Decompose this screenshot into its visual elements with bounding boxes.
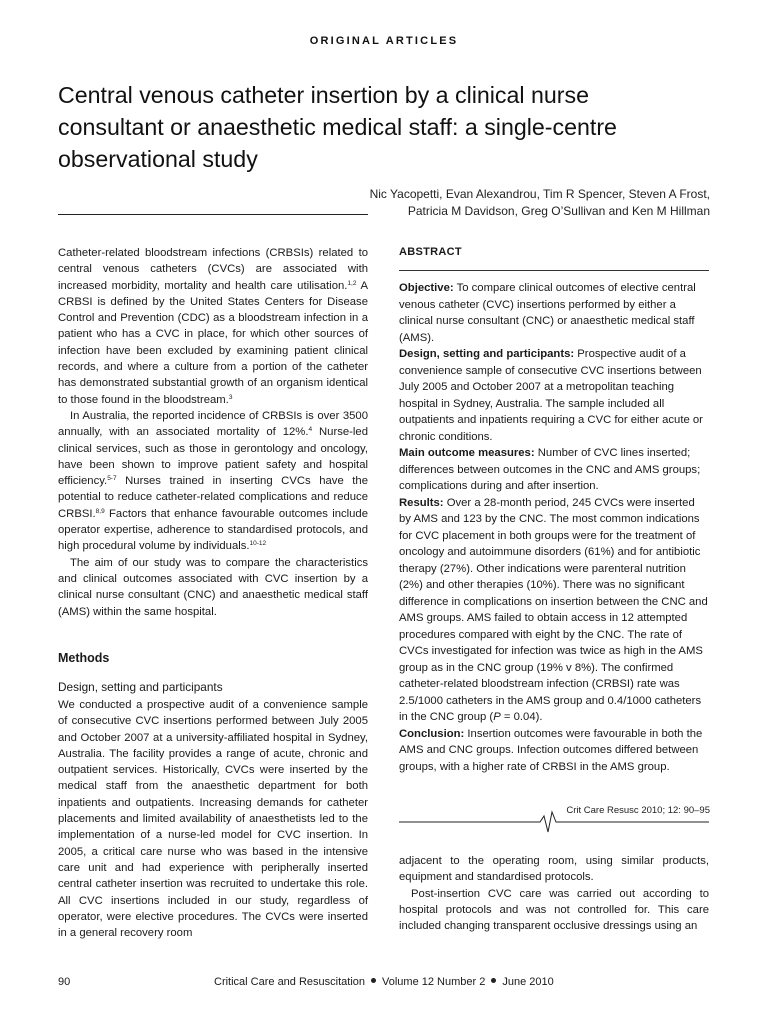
- abstract-divider: [399, 270, 709, 271]
- abstract-design: Design, setting and participants: Prospective audit of a convenience sample of consecutive CVC insertions between July 2005 and October 2007 at a metropolitan teaching hospital in Sydney, Australia. The sample included all outpatients and inpatients requiring a CVC for either acute or chronic conditions.: [399, 348, 703, 443]
- methods-text: [58, 697, 368, 941]
- footer-volume: Volume 12 Number 2: [382, 976, 486, 988]
- abstract-body: [399, 280, 709, 775]
- journal-footer: [214, 976, 554, 988]
- continuation-paragraph-2: Post-insertion CVC care was carried out according to hospital protocols and was not controlled for. This care included changing transparent occlusive dressings using an: [399, 887, 709, 933]
- abstract-results: Results: Over a 28-month period, 245 CVCs were inserted by AMS and 123 by the CNC. The most common indications for CVC placement in both groups were for the treatment of oncology and autoimmune disorders (61%) and for antibiotic therapy (27%). Other indications were parenteral nutrition (2%) and other therapies (10%). There was no significant difference in complications on insertion between the CNC and AMS groups. AMS failed to obtain access in 12 attempted procedures compared with eight by the CNC. The rate of CVCs investigated for infection was twice as high in the AMS group as in the CNC group (19% v 8%). The confirmed catheter-related bloodstream infection (CRBSI) rate was 2.5/1000 catheters in the AMS group and 0.4/1000 catheters in the CNC group (P = 0.04).: [399, 496, 708, 723]
- bullet-icon: [491, 978, 496, 983]
- methods-heading: Methods: [58, 651, 110, 665]
- intro-paragraph-3: The aim of our study was to compare the characteristics and clinical outcomes associated with CVC insertion by a clinical nurse consultant (CNC) and anaesthetic medical staff (AMS) within the same hospital.: [58, 556, 368, 618]
- abstract-objective: Objective: To compare clinical outcomes of elective central venous catheter (CVC) insertions performed by either a clinical nurse consultant (CNC) or anaesthetic medical staff (AMS).: [399, 282, 696, 344]
- abstract-conclusion: Conclusion: Insertion outcomes were favourable in both the AMS and CNC groups. Infection outcomes differed between groups, with a higher rate of CRBSI in the AMS group.: [399, 727, 703, 773]
- introduction: [58, 245, 368, 620]
- methods-paragraph: We conducted a prospective audit of a convenience sample of consecutive CVC insertions performed between July 2005 and October 2007 at a university-affiliated hospital in Sydney, Australia. The facility provides a range of acute, chronic and outpatient services. Historically, CVCs were inserted by the medical staff from the anaesthetic department for both inpatients and outpatients. Increasing demands for catheter placements and limited availability of anaesthetists led to the implementation of a nurse-led model for CVC insertion. In 2005, a critical care nurse who was based in the intensive care unit and had experience with peripherally inserted central catheter insertion was recruited to undertake this role. All CVC insertions included in our study, regardless of operator, were elective procedures. The CVCs were inserted in a general recovery room: [58, 699, 368, 940]
- methods-subheading: Design, setting and participants: [58, 680, 223, 694]
- footer-journal: Critical Care and Resuscitation: [214, 976, 366, 988]
- intro-paragraph-1: Catheter-related bloodstream infections (CRBSIs) related to central venous catheters (CVCs) are associated with increased morbidity, mortality and health care utilisation.$^{1,2}$ A CRBSI is defined by the United States Centers for Disease Control and Prevention (CDC) as a bloodstream infection in a patient who has a CVC in place, for which other sources of infection have been excluded by examining patient clinical records, and where a culture from a portion of the catheter has demonstrated substantial growth of an organism identical to those found in the bloodstream.$^3$: [58, 247, 368, 406]
- title-divider: [58, 214, 368, 215]
- abstract-box: [399, 246, 709, 775]
- journal-citation: Crit Care Resusc 2010; 12: 90–95: [566, 805, 710, 816]
- page-number: 90: [58, 976, 71, 988]
- author-list: [330, 186, 710, 219]
- methods-continuation: [399, 853, 709, 934]
- intro-paragraph-2: In Australia, the reported incidence of CRBSIs is over 3500 annually, with an associated mortality of 12%.$^4$ Nurse-led clinical services, such as those in gerontology and oncology, have been shown to improve patient safety and hospital efficiency.$^{5-7}$ Nurses trained in inserting CVCs have the potential to reduce catheter-related complications and reduce CRBSI.$^{8,9}$ Factors that enhance favourable outcomes include operator expertise, adherence to standardised protocols, and high procedural volume by individuals.$^{10-12}$: [58, 409, 368, 553]
- article-title: Central venous catheter insertion by a clinical nurse consultant or anaesthetic medical staff: a single-centre observational study: [58, 82, 617, 172]
- heartbeat-line-icon: [399, 810, 709, 834]
- abstract-measures: Main outcome measures: Number of CVC lines inserted; differences between outcomes in the CNC and AMS groups; complications during and after insertion.: [399, 447, 701, 492]
- abstract-heading: ABSTRACT: [399, 246, 462, 258]
- section-label: ORIGINAL ARTICLES: [309, 35, 459, 47]
- author-line-1: Nic Yacopetti, Evan Alexandrou, Tim R Spencer, Steven A Frost,: [369, 187, 710, 201]
- footer-date: June 2010: [502, 976, 554, 988]
- bullet-icon: [371, 978, 376, 983]
- author-line-2: Patricia M Davidson, Greg O’Sullivan and Ken M Hillman: [407, 203, 710, 218]
- continuation-paragraph-1: adjacent to the operating room, using similar products, equipment and standardised protocols.: [399, 855, 709, 884]
